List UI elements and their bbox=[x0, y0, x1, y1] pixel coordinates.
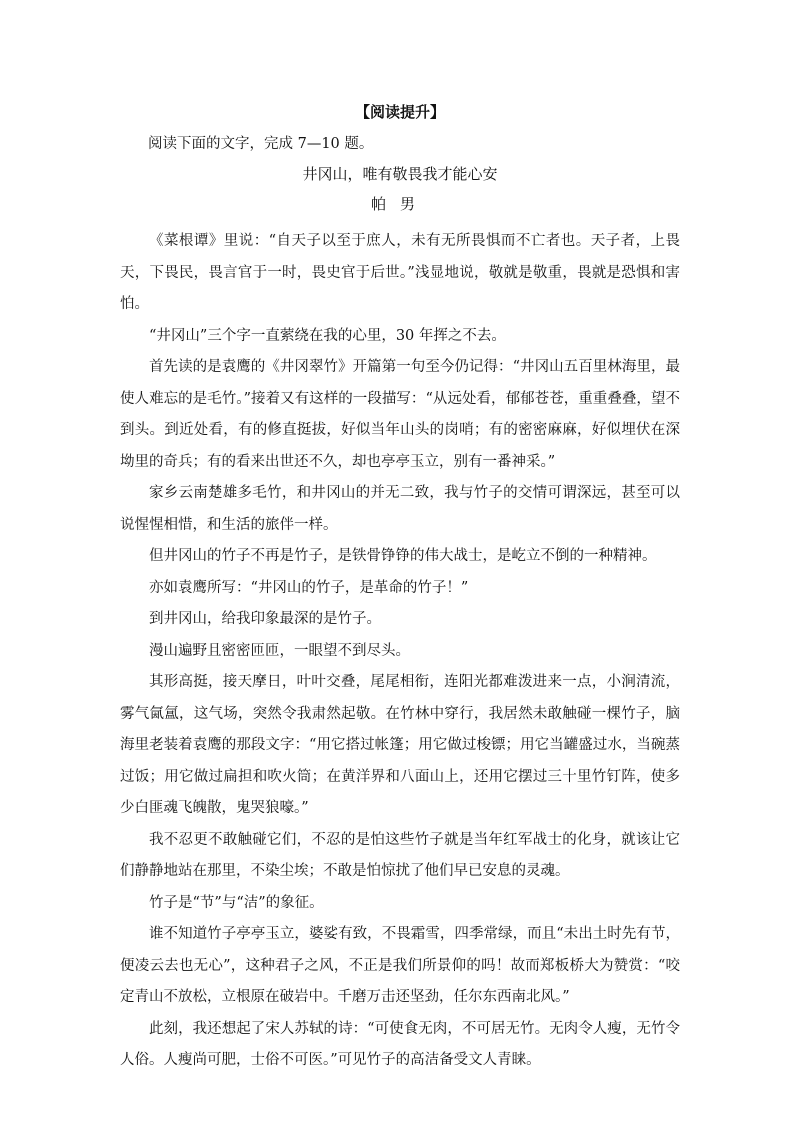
document-page bbox=[120, 0, 680, 1123]
paragraph: 但井冈山的竹子不再是竹子，是铁骨铮铮的伟大战士，是屹立不倒的一种精神。 bbox=[149, 548, 657, 564]
paragraph: 其形高挺，接天摩日，叶叶交叠，尾尾相衔，连阳光都难泼进来一点，小涧清流，雾气氤氲，这气场，突然令我肃然起敬。在竹林中穿行，我居然未敢触碰一棵竹子，脑海里老装着袁鹰的那段文字：“用它搭过帐篷；用它做过梭镖；用它当罐盛过水，当碗蒸过饭；用它做过扁担和吹火筒；在黄洋界和八面山上，还用它摆过三十里竹钉阵，使多少白匪魂飞魄散，鬼哭狼嚎。” bbox=[120, 674, 680, 816]
paragraph: 《菜根谭》里说：“自天子以至于庶人，未有无所畏惧而不亡者也。天子者，上畏天，下畏民，畏言官于一时，畏史官于后世。”浅显地说，敬就是敬重，畏就是恐惧和害怕。 bbox=[120, 233, 680, 312]
paragraph: 家乡云南楚雄多毛竹，和井冈山的并无二致，我与竹子的交情可谓深远，甚至可以说惺惺相惜，和生活的旅伴一样。 bbox=[120, 485, 680, 533]
article-title: 井冈山，唯有敬畏我才能心安 bbox=[302, 165, 498, 183]
paragraph: 亦如袁鹰所写：“井冈山的竹子，是革命的竹子！” bbox=[149, 579, 469, 596]
article-body bbox=[120, 226, 680, 1077]
paragraph: 漫山遍野且密密匝匝，一眼望不到尽头。 bbox=[149, 642, 410, 659]
paragraph: 我不忍更不敢触碰它们，不忍的是怕这些竹子就是当年红军战士的化身，就该让它们静静地站在那里，不染尘埃；不敢是怕惊扰了他们早已安息的灵魂。 bbox=[120, 831, 680, 879]
article-author: 帕男 bbox=[370, 195, 429, 213]
paragraph: 此刻，我还想起了宋人苏轼的诗：“可使食无肉，不可居无竹。无肉令人瘦，无竹令人俗。人瘦尚可肥，士俗不可医。”可见竹子的高洁备受文人青睐。 bbox=[120, 1020, 680, 1068]
section-title: 【阅读提升】 bbox=[354, 103, 445, 121]
paragraph: 到井冈山，给我印象最深的是竹子。 bbox=[149, 611, 381, 627]
paragraph: 竹子是“节”与“洁”的象征。 bbox=[149, 894, 324, 911]
paragraph: “井冈山”三个字一直萦绕在我的心里，30 年挥之不去。 bbox=[149, 327, 506, 344]
paragraph: 谁不知道竹子亭亭玉立，婆娑有致，不畏霜雪，四季常绿，而且“未出土时先有节，便凌云去也无心”，这种君子之风，不正是我们所景仰的吗！故而郑板桥大为赞赏：“咬定青山不放松，立根原在破岩中。千磨万击还坚劲，任尔东西南北风。” bbox=[120, 926, 680, 1005]
paragraph: 首先读的是袁鹰的《井冈翠竹》开篇第一句至今仍记得：“井冈山五百里林海里，最使人难忘的是毛竹。”接着又有这样的一段描写：“从远处看，郁郁苍苍，重重叠叠，望不到头。到近处看，有的修直挺拔，好似当年山头的岗哨；有的密密麻麻，好似埋伏在深坳里的奇兵；有的看来出世还不久，却也亭亭玉立，别有一番神采。” bbox=[120, 359, 680, 470]
reading-instruction: 阅读下面的文字，完成 7—10 题。 bbox=[148, 136, 374, 152]
